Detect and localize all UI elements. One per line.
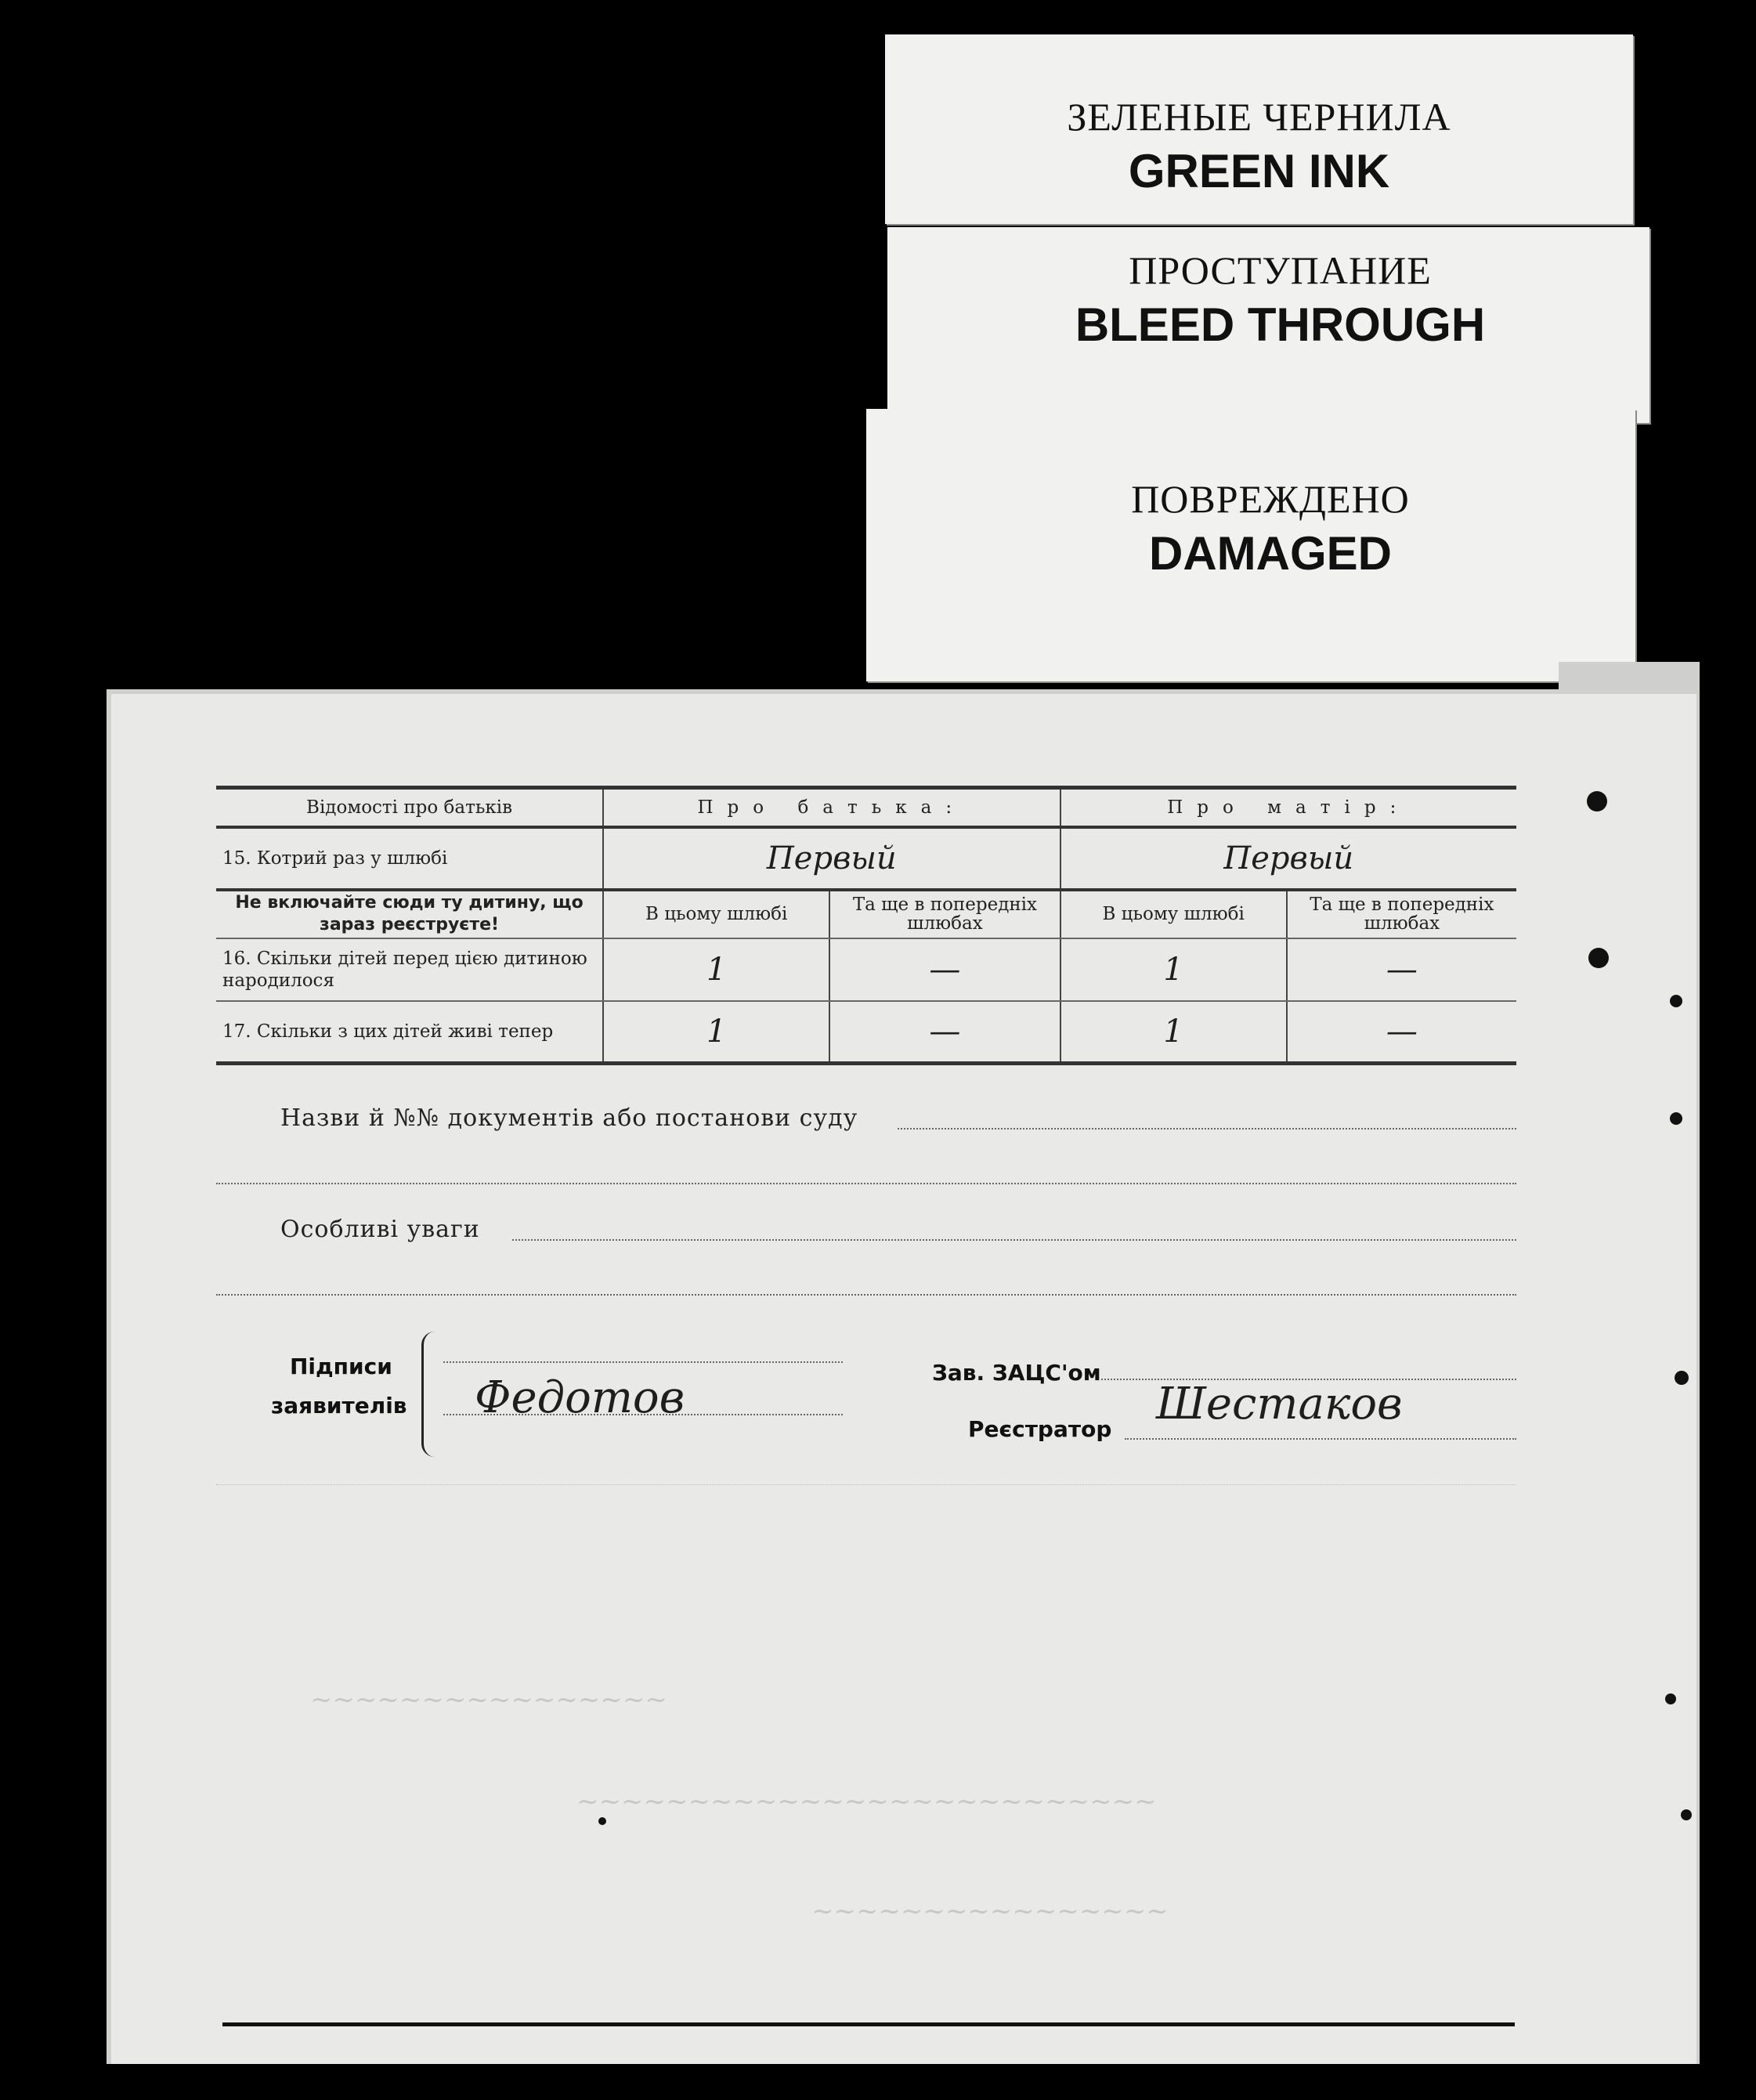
- registrar-signature: Шестаков: [1156, 1379, 1403, 1430]
- green-ink-ru: ЗЕЛЕНЫЕ ЧЕРНИЛА: [1067, 95, 1451, 139]
- mother-this-marriage-header: В цьому шлюбі: [1060, 890, 1287, 938]
- registrar-label: Реєстратор: [968, 1416, 1112, 1442]
- binding-hole: [1588, 948, 1609, 968]
- documents-label: Назви й №№ документів або постанови суду: [280, 1104, 858, 1132]
- row17-father-previous: —: [829, 1001, 1060, 1064]
- documents-line: [898, 1128, 1516, 1130]
- row16-label: 16. Скільки дітей перед цією дитиною народилося: [216, 938, 603, 1001]
- remarks-label: Особливі уваги: [280, 1216, 480, 1243]
- row-note-exclude-child: Не включайте сюди ту дитину, що зараз реєструєте!: [216, 890, 603, 938]
- binding-hole: [1675, 1371, 1689, 1385]
- signatures-brace: [421, 1332, 435, 1457]
- separator-line: [216, 1484, 1516, 1485]
- damaged-tag: [866, 409, 1635, 681]
- signatures-label: Підписи: [290, 1354, 392, 1379]
- row16-father-previous: —: [829, 938, 1060, 1001]
- binding-hole: [1670, 1112, 1682, 1125]
- bleed-through-text: ~~~~~~~~~~~~~~~~: [310, 1684, 667, 1715]
- applicant-signature: Федотов: [475, 1372, 685, 1423]
- remarks-line-2: [216, 1294, 1516, 1296]
- header-mother: Про матір:: [1060, 788, 1516, 827]
- bottom-rule: [222, 2022, 1515, 2026]
- row16-mother-this: 1: [1060, 938, 1287, 1001]
- green-ink-tag: [885, 34, 1633, 224]
- father-previous-header: Та ще в попередніх шлюбах: [829, 890, 1060, 938]
- damaged-en: DAMAGED: [1149, 527, 1392, 580]
- row17-mother-this: 1: [1060, 1001, 1287, 1064]
- binding-hole: [1665, 1693, 1676, 1704]
- registrar-signature-line: [1125, 1438, 1516, 1440]
- header-parents-info: Відомості про батьків: [216, 788, 603, 827]
- binding-hole: [1587, 791, 1607, 811]
- mother-previous-header: Та ще в попередніх шлюбах: [1287, 890, 1516, 938]
- binding-hole: [1681, 1809, 1692, 1820]
- applicants-label: заявителів: [271, 1393, 407, 1419]
- row15-father-value: Первый: [603, 827, 1060, 890]
- form-page: [107, 689, 1696, 2064]
- row17-father-this: 1: [603, 1001, 829, 1064]
- row17-label: 17. Скільки з цих дітей живі тепер: [216, 1001, 603, 1064]
- documents-line-2: [216, 1183, 1516, 1184]
- row17-mother-previous: —: [1287, 1001, 1516, 1064]
- header-father: Про батька:: [603, 788, 1060, 827]
- bleed-through-en: BLEED THROUGH: [1075, 298, 1486, 351]
- head-of-registry-label: Зав. ЗАЦС'ом: [932, 1360, 1101, 1386]
- binding-hole: [1670, 995, 1682, 1007]
- damaged-ru: ПОВРЕЖДЕНО: [1131, 477, 1410, 521]
- row16-mother-previous: —: [1287, 938, 1516, 1001]
- remarks-line: [512, 1239, 1516, 1241]
- ink-dot: [598, 1817, 606, 1825]
- row16-father-this: 1: [603, 938, 829, 1001]
- parents-info-table: [216, 786, 1516, 1065]
- row15-mother-value: Первый: [1060, 827, 1516, 890]
- signature-line-1: [443, 1361, 843, 1363]
- row15-label: 15. Котрий раз у шлюбі: [216, 827, 603, 890]
- bleed-through-text: ~~~~~~~~~~~~~~~~: [811, 1896, 1169, 1927]
- bleed-through-text: ~~~~~~~~~~~~~~~~~~~~~~~~~~: [576, 1786, 1157, 1817]
- bleed-through-ru: ПРОСТУПАНИЕ: [1129, 248, 1432, 292]
- green-ink-en: GREEN INK: [1128, 145, 1390, 197]
- father-this-marriage-header: В цьому шлюбі: [603, 890, 829, 938]
- bleed-through-tag: [887, 227, 1649, 423]
